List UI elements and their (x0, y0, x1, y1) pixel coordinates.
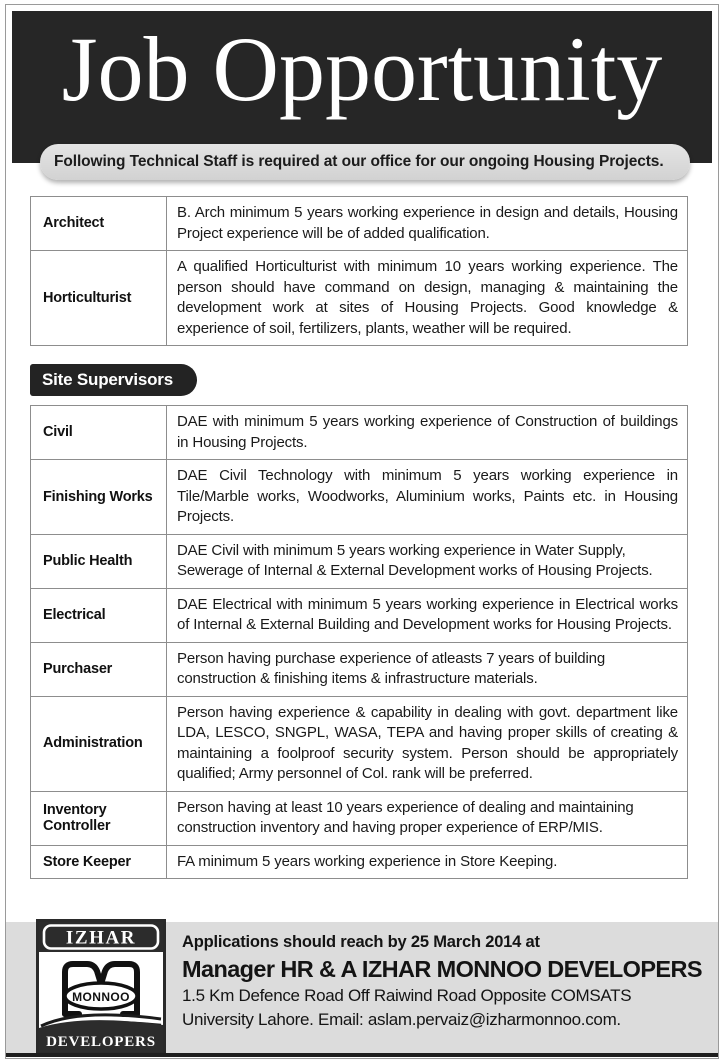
role-description-cell: DAE Civil Technology with minimum 5 years working experience in Tile/Marble works, Woodworks, Aluminium works, Paints etc. in Housing Projects. (167, 460, 688, 535)
role-description-cell: FA minimum 5 years working experience in Store Keeping. (167, 845, 688, 879)
logo-top-word: IZHAR (65, 927, 137, 949)
role-name-cell: Administration (31, 696, 167, 791)
application-deadline: Applications should reach by 25 March 2014 at (182, 933, 540, 951)
role-name-cell: Finishing Works (31, 460, 167, 535)
role-name-cell: Civil (31, 406, 167, 460)
table-row (31, 845, 688, 879)
subtitle-pill (40, 144, 690, 180)
top-roles-table (30, 196, 688, 346)
table-row (31, 534, 688, 588)
role-description-cell: DAE with minimum 5 years working experience of Construction of buildings in Housing Projects. (167, 406, 688, 460)
table-row (31, 251, 688, 346)
role-description-cell: Person having experience & capability in dealing with govt. department like LDA, LESCO, SNGPL, WASA, TEPA and having proper skills of creating & maintaining a foolproof security system. Person should be appropriately qualified; Army personnel of Col. rank will be preferred. (167, 696, 688, 791)
role-description-cell: Person having at least 10 years experience of dealing and maintaining construction inventory and having proper experience of ERP/MIS. (167, 791, 688, 845)
addressee-line: Manager HR & A IZHAR MONNOO DEVELOPERS (182, 956, 702, 982)
table-row (31, 642, 688, 696)
address-line-1: 1.5 Km Defence Road Off Raiwind Road Opposite COMSATS (182, 986, 632, 1005)
logo-center-word: MONNOO (72, 990, 130, 1004)
role-description-cell: DAE Electrical with minimum 5 years working experience in Electrical works of Internal & External Building and Development works for Housing Projects. (167, 588, 688, 642)
role-description-cell: B. Arch minimum 5 years working experience in design and details, Housing Project experience will be of added qualification. (167, 197, 688, 251)
role-name-cell: Architect (31, 197, 167, 251)
role-name-cell: Horticulturist (31, 251, 167, 346)
site-supervisors-badge (30, 364, 197, 396)
role-name-cell: Electrical (31, 588, 167, 642)
logo-graphic (39, 922, 163, 1052)
table-row (31, 588, 688, 642)
header-banner (12, 11, 712, 163)
top-roles-body (31, 197, 688, 346)
footer-bottom-rule (6, 1053, 718, 1057)
role-description-cell: A qualified Horticulturist with minimum 10 years working experience. The person should have command on design, managing & maintaining the development work at sites of Housing Projects. Good knowledge & experience of soil, fertilizers, plants, weather will be required. (167, 251, 688, 346)
table-row (31, 696, 688, 791)
logo-bottom-word: DEVELOPERS (46, 1034, 156, 1050)
table-row (31, 460, 688, 535)
table-row (31, 406, 688, 460)
role-description-cell: Person having purchase experience of atleasts 7 years of building construction & finishing items & infrastructure materials. (167, 642, 688, 696)
izhar-monnoo-logo (36, 919, 166, 1055)
address-line-2: University Lahore. Email: aslam.pervaiz@izharmonnoo.com. (182, 1010, 621, 1029)
role-name-cell: Public Health (31, 534, 167, 588)
footer-contact-block (182, 930, 702, 1032)
subtitle-text: Following Technical Staff is required at our office for our ongoing Housing Projects. (54, 153, 664, 170)
page-title: Job Opportunity (61, 18, 663, 120)
supervisor-roles-body (31, 406, 688, 879)
table-row (31, 791, 688, 845)
role-name-cell: Store Keeper (31, 845, 167, 879)
role-name-cell: Purchaser (31, 642, 167, 696)
supervisor-roles-table (30, 405, 688, 879)
role-name-cell: Inventory Controller (31, 791, 167, 845)
table-row (31, 197, 688, 251)
role-description-cell: DAE Civil with minimum 5 years working experience in Water Supply, Sewerage of Internal & External Development works of Housing Projects. (167, 534, 688, 588)
site-supervisors-label: Site Supervisors (42, 370, 173, 389)
